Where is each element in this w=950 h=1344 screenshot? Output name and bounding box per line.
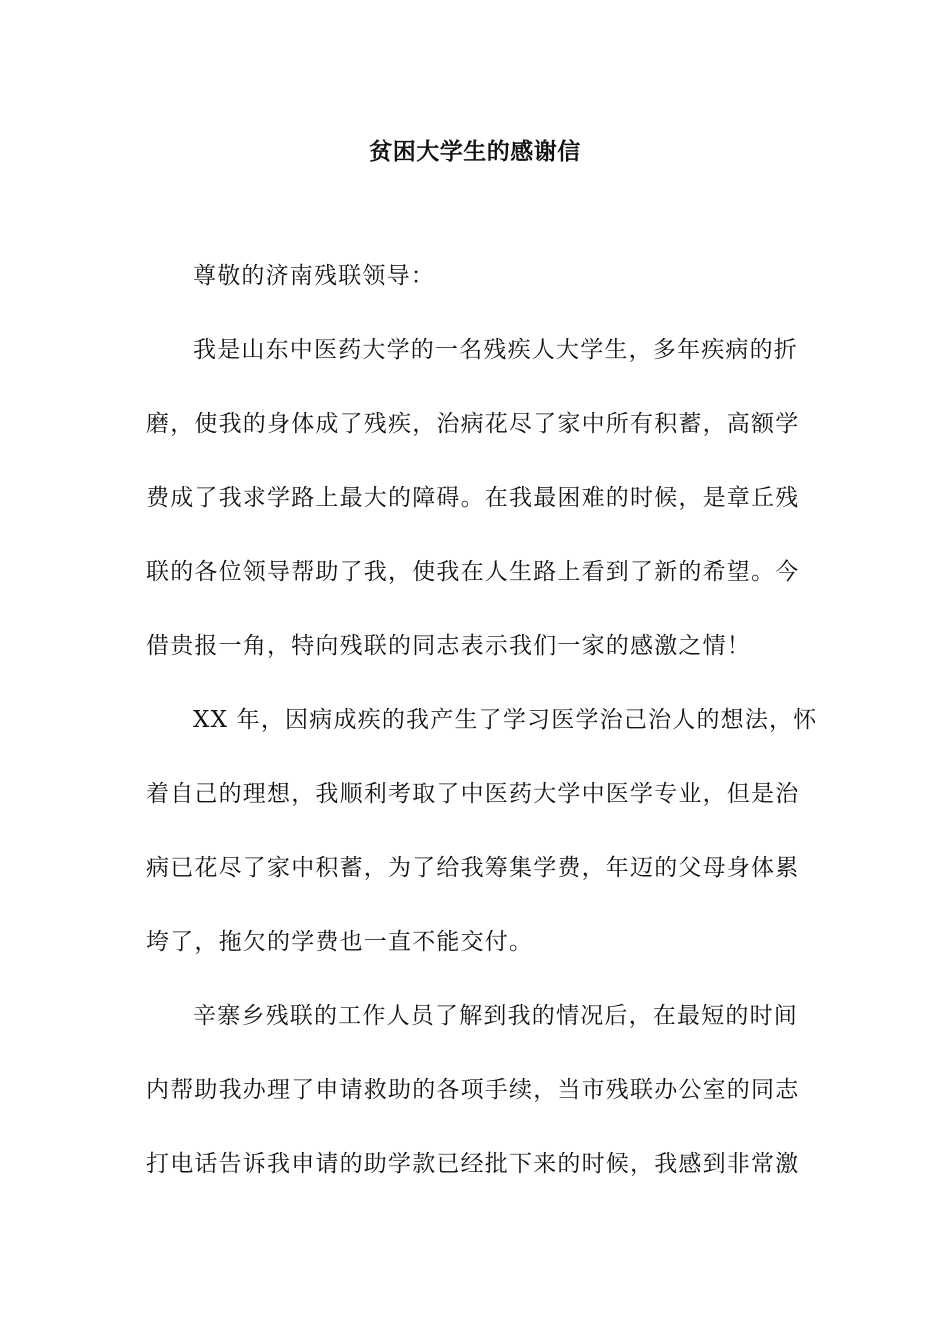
body-line: 病已花尽了家中积蓄，为了给我筹集学费，年迈的父母身体累 xyxy=(146,855,800,881)
body-line: 内帮助我办理了申请救助的各项手续，当市残联办公室的同志 xyxy=(146,1077,800,1103)
body-line: 借贵报一角，特向残联的同志表示我们一家的感激之情！ xyxy=(146,633,751,659)
letter-body xyxy=(146,255,818,1217)
body-line: 辛寨乡残联的工作人员了解到我的情况后，在最短的时间 xyxy=(193,1003,798,1029)
body-line: 着自己的理想，我顺利考取了中医药大学中医学专业，但是治 xyxy=(146,781,800,807)
body-line: XX 年，因病成疾的我产生了学习医学治己治人的想法，怀 xyxy=(193,707,818,733)
body-line: 打电话告诉我申请的助学款已经批下来的时候，我感到非常激 xyxy=(146,1151,800,1177)
document-title: 贫困大学生的感谢信 xyxy=(369,139,581,165)
body-line: 费成了我求学路上最大的障碍。在我最困难的时候，是章丘残 xyxy=(146,485,800,511)
salutation-line: 尊敬的济南残联领导： xyxy=(193,263,435,289)
body-line: 联的各位领导帮助了我，使我在人生路上看到了新的希望。今 xyxy=(146,559,800,585)
body-line: 我是山东中医药大学的一名残疾人大学生，多年疾病的折 xyxy=(193,337,798,363)
body-line: 磨，使我的身体成了残疾，治病花尽了家中所有积蓄，高额学 xyxy=(146,411,800,437)
body-line: 垮了，拖欠的学费也一直不能交付。 xyxy=(146,929,534,955)
